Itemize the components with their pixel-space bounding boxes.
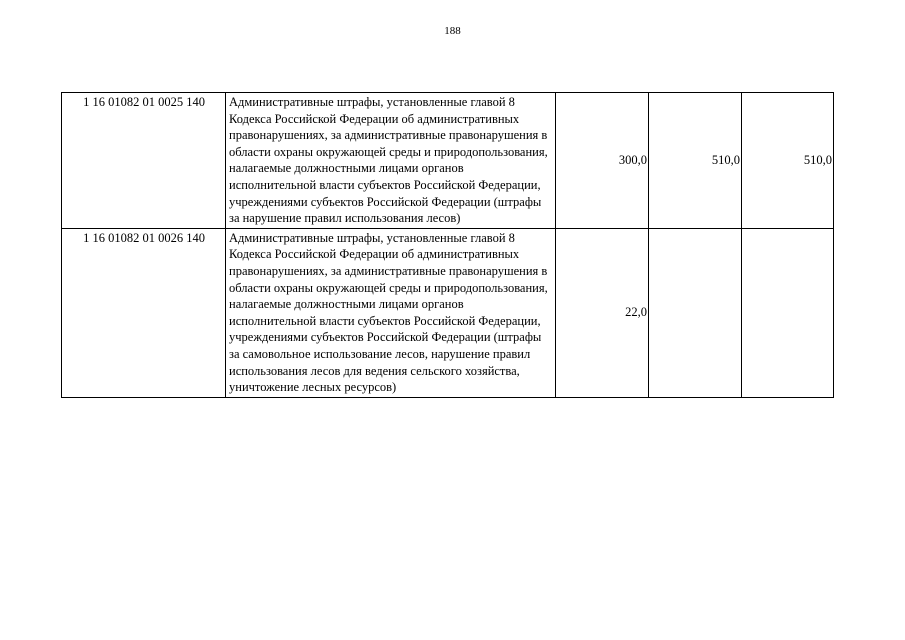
revenue-table bbox=[61, 92, 834, 398]
table-row bbox=[62, 228, 834, 397]
budget-classification-code: 1 16 01082 01 0025 140 bbox=[62, 93, 226, 229]
budget-classification-code: 1 16 01082 01 0026 140 bbox=[62, 228, 226, 397]
revenue-description: Административные штрафы, установленные главой 8 Кодекса Российской Федерации об административных правонарушениях, за административные правонарушения в области охраны окружающей среды и природопользования, налагаемые должностными лицами органов исполнительной власти субъектов Российской Федерации, учреждениями субъектов Российской Федерации (штрафы за нарушение правил использования лесов) bbox=[226, 93, 556, 229]
page-number: 188 bbox=[444, 25, 461, 37]
revenue-description: Административные штрафы, установленные главой 8 Кодекса Российской Федерации об административных правонарушениях, за административные правонарушения в области охраны окружающей среды и природопользования, налагаемые должностными лицами органов исполнительной власти субъектов Российской Федерации, учреждениями субъектов Российской Федерации (штрафы за самовольное использование лесов, нарушение правил использования лесов для ведения сельского хозяйства, уничтожение лесных ресурсов) bbox=[226, 228, 556, 397]
amount-year-2: 510,0 bbox=[649, 93, 742, 229]
amount-year-2 bbox=[649, 228, 742, 397]
amount-year-3 bbox=[742, 228, 834, 397]
table-row bbox=[62, 93, 834, 229]
amount-year-3: 510,0 bbox=[742, 93, 834, 229]
amount-year-1: 22,0 bbox=[556, 228, 649, 397]
amount-year-1: 300,0 bbox=[556, 93, 649, 229]
